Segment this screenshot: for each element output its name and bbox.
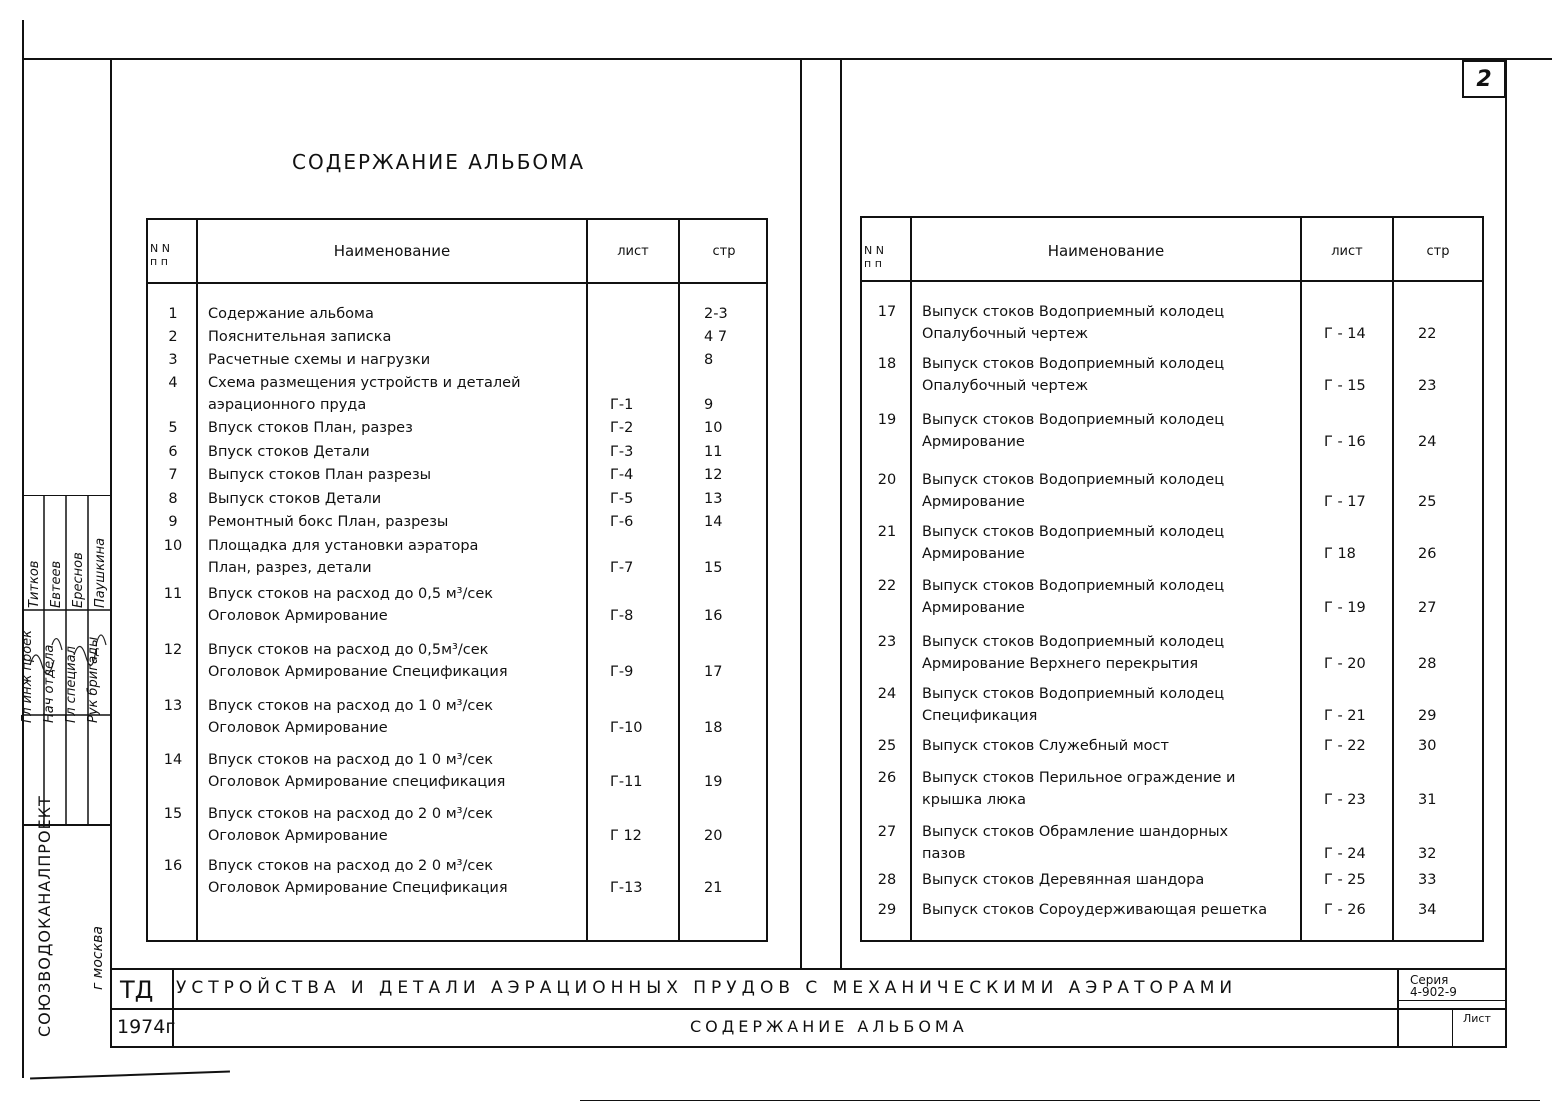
stamp-name: Ереснов bbox=[71, 552, 86, 608]
frame-top bbox=[22, 58, 1552, 60]
project-title: УСТРОЙСТВА И ДЕТАЛИ АЭРАЦИОННЫХ ПРУДОВ С МЕХАНИЧЕСКИМИ АЭРАТОРАМИ bbox=[176, 978, 1238, 998]
row-name: Схема размещения устройств и деталей bbox=[208, 375, 521, 391]
row-number: 7 bbox=[168, 467, 178, 483]
row-number: 26 bbox=[877, 770, 897, 786]
row-name: Впуск стоков на расход до 1 0 м³/сек bbox=[208, 752, 494, 768]
row-page: 15 bbox=[704, 560, 723, 576]
row-name: Ремонтный бокс План, разрезы bbox=[208, 514, 449, 530]
sheet-number: 2 bbox=[1462, 60, 1506, 98]
row-number: 12 bbox=[163, 642, 183, 658]
row-page: 22 bbox=[1418, 326, 1437, 342]
row-sheet: Г - 21 bbox=[1324, 708, 1366, 724]
row-page: 8 bbox=[704, 352, 714, 368]
row-name: Опалубочный чертеж bbox=[922, 326, 1089, 342]
row-page: 25 bbox=[1418, 494, 1437, 510]
row-sheet: Г-4 bbox=[610, 467, 634, 483]
row-page: 10 bbox=[704, 420, 723, 436]
series-line bbox=[1397, 1000, 1507, 1001]
row-sheet: Г-6 bbox=[610, 514, 634, 530]
row-page: 19 bbox=[704, 774, 723, 790]
row-name: Выпуск стоков Деревянная шандора bbox=[922, 872, 1205, 888]
list-label: Лист bbox=[1463, 1012, 1491, 1025]
row-page: 20 bbox=[704, 828, 723, 844]
row-sheet: Г-2 bbox=[610, 420, 634, 436]
row-name: Выпуск стоков Водоприемный колодец bbox=[922, 686, 1225, 702]
row-number: 8 bbox=[168, 491, 178, 507]
row-number: 10 bbox=[163, 538, 183, 554]
stamp-name: Евтеев bbox=[49, 560, 64, 608]
contents-table-left bbox=[146, 218, 768, 942]
row-number: 19 bbox=[877, 412, 897, 428]
row-sheet: Г-8 bbox=[610, 608, 634, 624]
header-page: стр bbox=[1426, 244, 1450, 259]
row-sheet: Г-9 bbox=[610, 664, 634, 680]
row-number: 29 bbox=[877, 902, 897, 918]
row-page: 32 bbox=[1418, 846, 1437, 862]
row-sheet: Г - 26 bbox=[1324, 902, 1366, 918]
row-sheet: Г - 17 bbox=[1324, 494, 1366, 510]
page-title: СОДЕРЖАНИЕ АЛЬБОМА bbox=[292, 150, 586, 174]
series-block bbox=[1410, 974, 1457, 998]
row-name: Впуск стоков План, разрез bbox=[208, 420, 413, 436]
row-sheet: Г 12 bbox=[610, 828, 642, 844]
row-name: Оголовок Армирование bbox=[208, 828, 388, 844]
titleblock-sep2 bbox=[1397, 968, 1399, 1048]
row-name: Оголовок Армирование bbox=[208, 608, 388, 624]
header-name: Наименование bbox=[1047, 242, 1165, 260]
row-name: Впуск стоков на расход до 1 0 м³/сек bbox=[208, 698, 494, 714]
row-page: 21 bbox=[704, 880, 723, 896]
row-name: Площадка для установки аэратора bbox=[208, 538, 479, 554]
row-name: Пояснительная записка bbox=[208, 329, 392, 345]
row-name: Выпуск стоков Детали bbox=[208, 491, 382, 507]
series-label: Серия bbox=[1410, 973, 1449, 987]
row-name: Оголовок Армирование спецификация bbox=[208, 774, 506, 790]
stamp-role: Гл инж проек bbox=[20, 629, 35, 723]
sheet-title: СОДЕРЖАНИЕ АЛЬБОМА bbox=[690, 1017, 968, 1036]
row-page: 18 bbox=[704, 720, 723, 736]
row-number: 16 bbox=[163, 858, 183, 874]
row-name: Спецификация bbox=[922, 708, 1038, 724]
row-sheet: Г - 25 bbox=[1324, 872, 1366, 888]
row-page: 2-3 bbox=[704, 306, 728, 322]
row-page: 12 bbox=[704, 467, 723, 483]
row-number: 28 bbox=[877, 872, 897, 888]
row-page: 9 bbox=[704, 397, 714, 413]
row-number: 1 bbox=[168, 306, 178, 322]
row-name: Впуск стоков на расход до 0,5 м³/сек bbox=[208, 586, 494, 602]
header-page: стр bbox=[712, 244, 736, 259]
row-page: 14 bbox=[704, 514, 723, 530]
titleblock-bottom bbox=[110, 1046, 1507, 1048]
row-number: 18 bbox=[877, 356, 897, 372]
row-sheet: Г - 15 bbox=[1324, 378, 1366, 394]
row-page: 34 bbox=[1418, 902, 1437, 918]
row-number: 5 bbox=[168, 420, 178, 436]
row-page: 31 bbox=[1418, 792, 1437, 808]
row-sheet: Г-13 bbox=[610, 880, 643, 896]
row-name: Армирование bbox=[922, 546, 1025, 562]
row-page: 26 bbox=[1418, 546, 1437, 562]
row-name: Выпуск стоков Водоприемный колодец bbox=[922, 524, 1225, 540]
row-name: Впуск стоков на расход до 2 0 м³/сек bbox=[208, 806, 494, 822]
row-page: 29 bbox=[1418, 708, 1437, 724]
row-name: Оголовок Армирование Спецификация bbox=[208, 880, 508, 896]
row-number: 15 bbox=[163, 806, 183, 822]
titleblock-code: ТД bbox=[120, 976, 154, 1004]
frame-inner-left bbox=[110, 58, 112, 1048]
row-number: 11 bbox=[163, 586, 183, 602]
row-name: Впуск стоков на расход до 2 0 м³/сек bbox=[208, 858, 494, 874]
row-sheet: Г - 24 bbox=[1324, 846, 1366, 862]
row-page: 11 bbox=[704, 444, 723, 460]
row-number: 14 bbox=[163, 752, 183, 768]
row-page: 17 bbox=[704, 664, 723, 680]
row-name: Выпуск стоков Обрамление шандорных bbox=[922, 824, 1229, 840]
row-number: 4 bbox=[168, 375, 178, 391]
stamp-name: Паушкина bbox=[93, 537, 108, 608]
row-number: 17 bbox=[877, 304, 897, 320]
row-page: 16 bbox=[704, 608, 723, 624]
header-list: лист bbox=[617, 244, 649, 259]
row-name: Выпуск стоков Водоприемный колодец bbox=[922, 578, 1225, 594]
row-name: Армирование Верхнего перекрытия bbox=[922, 656, 1199, 672]
row-name: Выпуск стоков Сороудерживающая решетка bbox=[922, 902, 1268, 918]
row-name: Выпуск стоков Водоприемный колодец bbox=[922, 634, 1225, 650]
row-number: 20 bbox=[877, 472, 897, 488]
row-name: Содержание альбома bbox=[208, 306, 374, 322]
row-sheet: Г - 20 bbox=[1324, 656, 1366, 672]
row-page: 27 bbox=[1418, 600, 1437, 616]
row-name: Выпуск стоков Водоприемный колодец bbox=[922, 472, 1225, 488]
row-number: 21 bbox=[877, 524, 897, 540]
row-name: крышка люка bbox=[922, 792, 1027, 808]
row-name: Впуск стоков Детали bbox=[208, 444, 370, 460]
row-number: 6 bbox=[168, 444, 178, 460]
row-number: 3 bbox=[168, 352, 178, 368]
row-sheet: Г-10 bbox=[610, 720, 643, 736]
row-number: 24 bbox=[877, 686, 897, 702]
row-sheet: Г-5 bbox=[610, 491, 634, 507]
row-name: Впуск стоков на расход до 0,5м³/сек bbox=[208, 642, 489, 658]
stamp-role: Рук бригады bbox=[86, 636, 101, 723]
titleblock-top bbox=[110, 968, 1507, 970]
row-name: Расчетные схемы и нагрузки bbox=[208, 352, 431, 368]
row-sheet: Г - 16 bbox=[1324, 434, 1366, 450]
row-number: 2 bbox=[168, 329, 178, 345]
frame-right bbox=[1505, 58, 1507, 1048]
stamp-role: Гл специал bbox=[64, 646, 79, 723]
row-number: 25 bbox=[877, 738, 897, 754]
row-name: пазов bbox=[922, 846, 966, 862]
series-value: 4-902-9 bbox=[1410, 985, 1457, 999]
row-page: 30 bbox=[1418, 738, 1437, 754]
row-sheet: Г-7 bbox=[610, 560, 634, 576]
row-number: 13 bbox=[163, 698, 183, 714]
list-sep bbox=[1452, 1008, 1453, 1046]
row-name: аэрационного пруда bbox=[208, 397, 367, 413]
row-page: 28 bbox=[1418, 656, 1437, 672]
row-sheet: Г - 23 bbox=[1324, 792, 1366, 808]
row-sheet: Г - 14 bbox=[1324, 326, 1366, 342]
row-number: 23 bbox=[877, 634, 897, 650]
row-page: 4 7 bbox=[704, 329, 728, 345]
stamp-name: Титков bbox=[27, 560, 42, 608]
contents-table-right bbox=[860, 216, 1484, 942]
row-name: Армирование bbox=[922, 494, 1025, 510]
row-page: 23 bbox=[1418, 378, 1437, 394]
row-name: Оголовок Армирование bbox=[208, 720, 388, 736]
org-name: СОЮЗВОДОКАНАЛПРОЕКТ bbox=[35, 795, 54, 1037]
row-name: Выпуск стоков Водоприемный колодец bbox=[922, 412, 1225, 428]
row-page: 24 bbox=[1418, 434, 1437, 450]
row-name: Армирование bbox=[922, 600, 1025, 616]
row-sheet: Г 18 bbox=[1324, 546, 1356, 562]
titleblock-year: 1974г bbox=[117, 1016, 176, 1038]
titleblock-mid bbox=[110, 1008, 1507, 1010]
row-name: Опалубочный чертеж bbox=[922, 378, 1089, 394]
frame-divider-a bbox=[800, 58, 802, 970]
row-name: Выпуск стоков Водоприемный колодец bbox=[922, 304, 1225, 320]
row-number: 27 bbox=[877, 824, 897, 840]
row-name: Выпуск стоков План разрезы bbox=[208, 467, 432, 483]
frame-bottom-stroke2 bbox=[580, 1100, 1540, 1101]
row-sheet: Г - 19 bbox=[1324, 600, 1366, 616]
row-sheet: Г-1 bbox=[610, 397, 634, 413]
header-nn: N N п п bbox=[864, 244, 884, 270]
header-name: Наименование bbox=[333, 242, 451, 260]
header-list: лист bbox=[1331, 244, 1363, 259]
row-name: Армирование bbox=[922, 434, 1025, 450]
row-name: Выпуск стоков Водоприемный колодец bbox=[922, 356, 1225, 372]
frame-divider-b bbox=[840, 58, 842, 970]
header-nn: N N п п bbox=[150, 242, 170, 268]
row-name: Выпуск стоков Перильное ограждение и bbox=[922, 770, 1236, 786]
row-sheet: Г - 22 bbox=[1324, 738, 1366, 754]
stamp-role: Нач отдела bbox=[42, 644, 57, 723]
row-number: 9 bbox=[168, 514, 178, 530]
row-name: Выпуск стоков Служебный мост bbox=[922, 738, 1169, 754]
row-page: 13 bbox=[704, 491, 723, 507]
row-page: 33 bbox=[1418, 872, 1437, 888]
org-city: г москва bbox=[90, 926, 106, 990]
row-sheet: Г-11 bbox=[610, 774, 643, 790]
row-name: План, разрез, детали bbox=[208, 560, 372, 576]
row-number: 22 bbox=[877, 578, 897, 594]
row-sheet: Г-3 bbox=[610, 444, 634, 460]
row-name: Оголовок Армирование Спецификация bbox=[208, 664, 508, 680]
frame-bottom-stroke bbox=[30, 1071, 230, 1080]
